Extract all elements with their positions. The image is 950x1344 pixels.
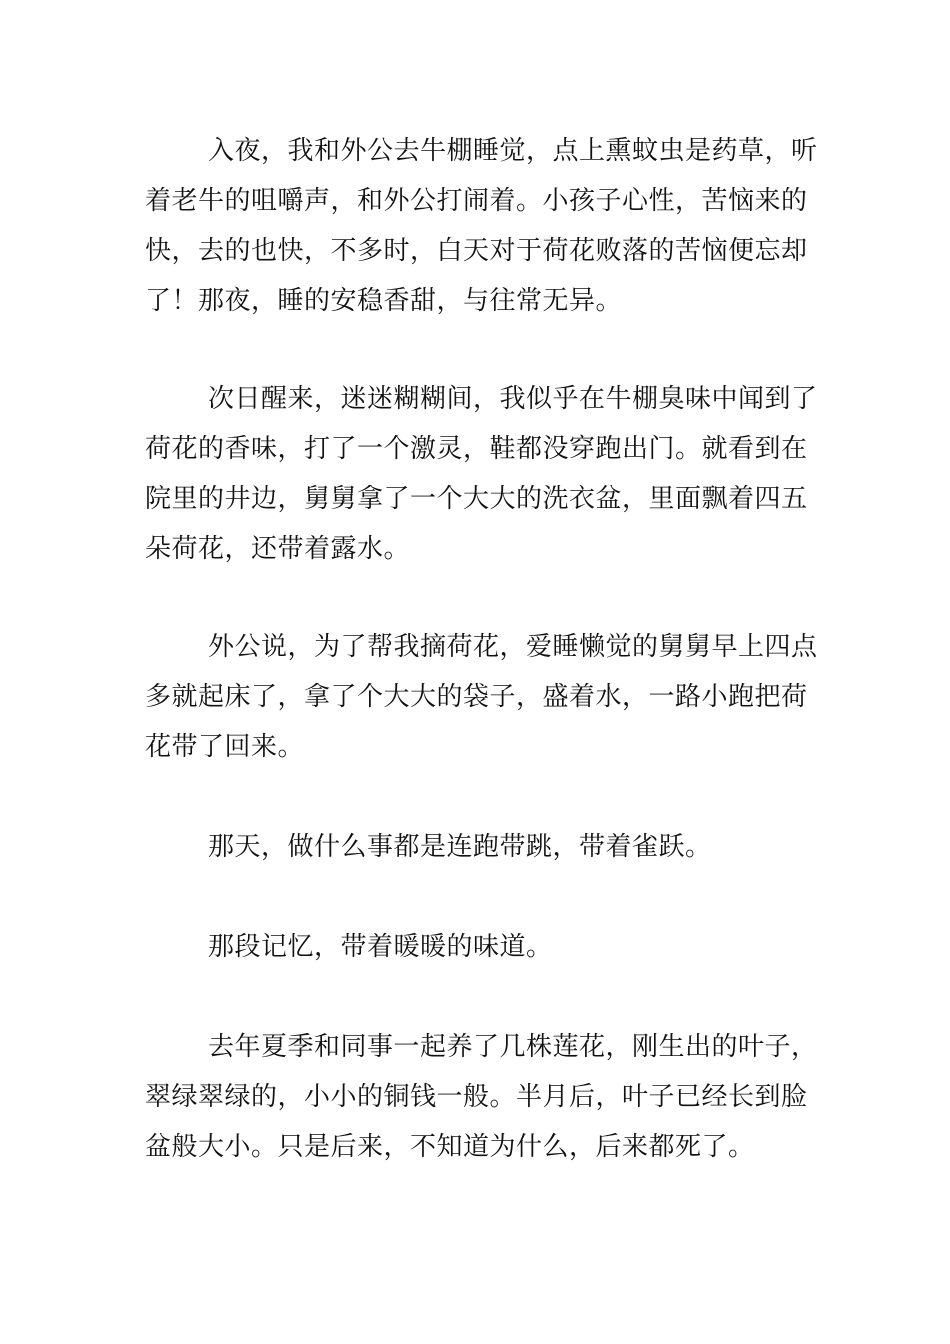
paragraph-line: 了！那夜，睡的安稳香甜，与往常无异。 bbox=[145, 286, 623, 316]
paragraph-line: 着老牛的咀嚼声，和外公打闹着。小孩子心性，苦恼来的 bbox=[145, 186, 808, 216]
paragraph-line: 次日醒来，迷迷糊糊间，我似乎在牛棚臭味中闻到了 bbox=[208, 384, 818, 414]
paragraph-line: 盆般大小。只是后来，不知道为什么，后来都死了。 bbox=[145, 1132, 755, 1162]
paragraph-line: 荷花的香味，打了一个激灵，鞋都没穿跑出门。就看到在 bbox=[145, 434, 808, 464]
paragraph-line: 朵荷花，还带着露水。 bbox=[145, 534, 411, 564]
paragraph-4 bbox=[145, 822, 810, 872]
paragraph-line: 入夜，我和外公去牛棚睡觉，点上熏蚊虫是药草，听 bbox=[208, 136, 818, 166]
paragraph-line: 多就起床了，拿了个大大的袋子，盛着水，一路小跑把荷 bbox=[145, 682, 808, 712]
paragraph-line: 花带了回来。 bbox=[145, 732, 305, 762]
paragraph-3 bbox=[145, 622, 818, 772]
paragraph-line: 那段记忆，带着暖暖的味道。 bbox=[208, 932, 553, 962]
paragraph-line: 院里的井边，舅舅拿了一个大大的洗衣盆，里面飘着四五 bbox=[145, 484, 808, 514]
paragraph-line: 那天，做什么事都是连跑带跳，带着雀跃。 bbox=[208, 832, 712, 862]
paragraph-line: 翠绿翠绿的，小小的铜钱一般。半月后，叶子已经长到脸 bbox=[145, 1082, 808, 1112]
paragraph-line: 去年夏季和同事一起养了几株莲花，刚生出的叶子， bbox=[208, 1032, 818, 1062]
paragraph-5 bbox=[145, 922, 810, 972]
paragraph-6 bbox=[145, 1022, 818, 1172]
paragraph-line: 外公说，为了帮我摘荷花，爱睡懒觉的舅舅早上四点 bbox=[208, 632, 818, 662]
paragraph-2 bbox=[145, 374, 818, 574]
paragraph-line: 快，去的也快，不多时，白天对于荷花败落的苦恼便忘却 bbox=[145, 236, 808, 266]
paragraph-1 bbox=[145, 126, 818, 326]
